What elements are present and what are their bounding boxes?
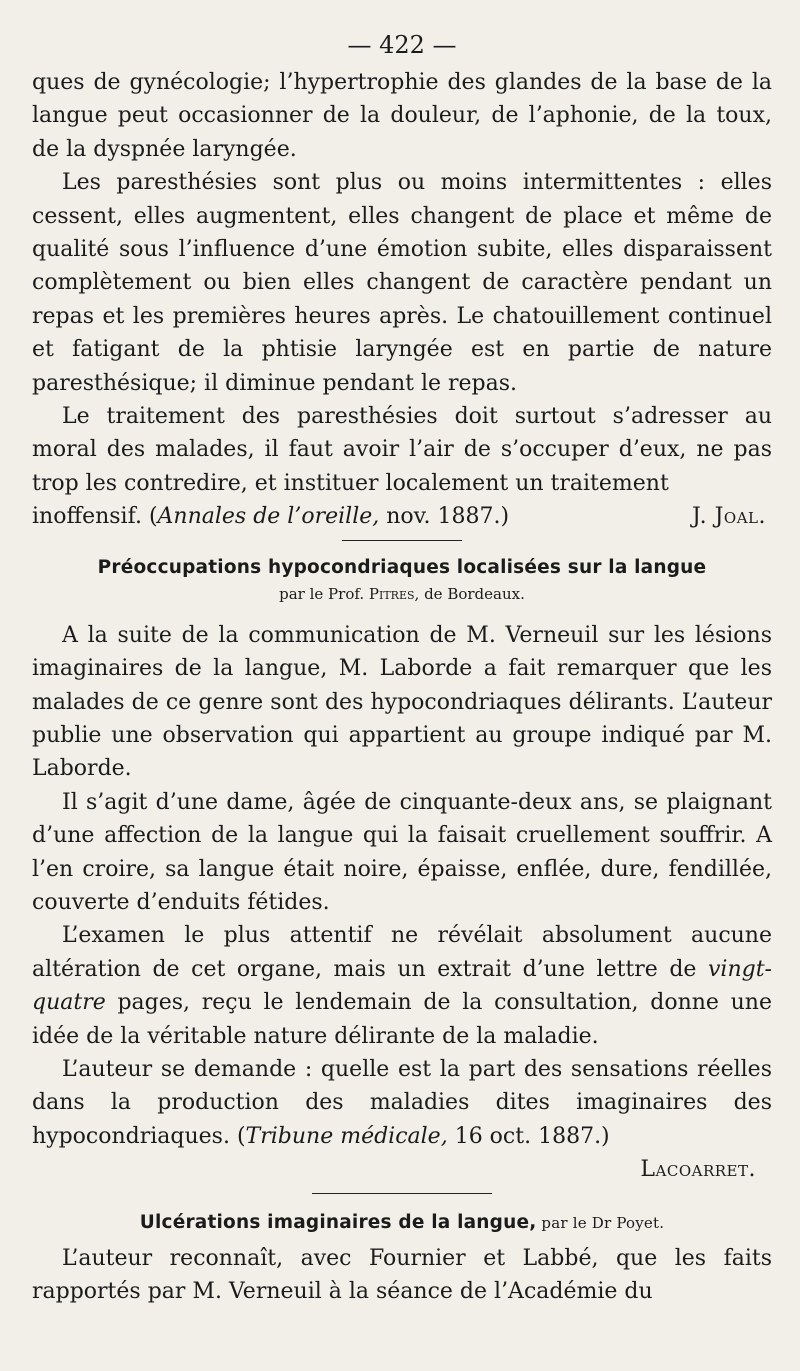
article2-paragraph-1: A la suite de la communication de M. Verneuil sur les lésions imaginaires de la langue, M. Laborde a fait remarquer que les malades de ce genre sont des hypocondriaques délirants. L’auteur publie une observation qui appartient au groupe indiqué par M. Laborde.	[32, 622, 772, 782]
article1-citation-line	[32, 500, 772, 533]
article3-paragraph-1: L’auteur reconnaît, avec Fournier et Labbé, que les faits rapportés par M. Verneuil à la séance de l’Académie du	[32, 1245, 772, 1304]
article2-paragraph-3	[32, 919, 772, 1053]
article3-title: Ulcérations imaginaires de la langue,	[139, 1211, 537, 1233]
citation-date: nov. 1887.)	[379, 504, 510, 530]
article2-byline	[32, 581, 772, 607]
article2-paragraph-2: Il s’agit d’une dame, âgée de cinquante-deux ans, se plaignant d’une affection de la langue qui la faisait cruellement souffrir. A l’en croire, sa langue était noire, épaisse, enflée, dure, fendillée, couverte d’enduits fétides.	[32, 789, 772, 915]
section-divider	[342, 540, 462, 541]
citation-journal: Tribune médicale,	[245, 1123, 448, 1149]
article1-citation	[32, 500, 509, 533]
citation-prefix: inoffensif. (	[32, 504, 158, 530]
page-number: — 422 —	[347, 31, 457, 59]
article1-paragraph-2: Les paresthésies sont plus ou moins intermittentes : elles cessent, elles augmentent, elles changent de place et même de qualité sous l’influence d’une émotion subite, elles disparaissent complètement ou bien elles changent de caractère pendant un repas et les premières heures après. Le chatouillement continuel et fatigant de la phtisie laryngée est en partie de nature paresthésique; il diminue pendant le repas.	[32, 170, 772, 396]
article1-paragraph-3: Le traitement des paresthésies doit surtout s’adresser au moral des malades, il faut avoir l’air de s’occuper d’eux, ne pas trop les contredire, et instituer localement un traitement	[32, 404, 772, 496]
article3-heading	[32, 1210, 772, 1236]
byline-suffix: , de Bordeaux.	[414, 584, 525, 603]
paragraph-text: L’auteur se demande : quelle est la part des sensations réelles dans la production des maladies dites imaginaires des hypocondriaques. (	[32, 1056, 772, 1149]
article3-byline: par le Dr Poyet.	[536, 1213, 665, 1232]
paragraph-emphasis: vingt-quatre	[32, 956, 772, 1016]
article1-signature: J. Joal.	[691, 504, 766, 530]
article2-paragraph-4	[32, 1053, 772, 1153]
paragraph-text: L’examen le plus attentif ne révélait absolument aucune altération de cet organe, mais un extrait d’une lettre de	[32, 923, 772, 982]
byline-prefix: par le Prof.	[279, 584, 369, 603]
section-divider	[312, 1193, 492, 1194]
paragraph-text: pages, reçu le lendemain de la consultation, donne une idée de la véritable nature délirante de la maladie.	[32, 990, 772, 1049]
article1-paragraph-1: ques de gynécologie; l’hypertrophie des glandes de la base de la langue peut occasionner de la douleur, de l’aphonie, de la toux, de la dyspnée laryngée.	[32, 70, 772, 162]
article2-signature: Lacoarret.	[640, 1157, 756, 1183]
citation-journal: Annales de l’oreille,	[157, 504, 380, 530]
article2-title: Préoccupations hypocondriaques localisées sur la langue	[97, 556, 707, 578]
citation-date: 16 oct. 1887.)	[447, 1123, 610, 1149]
article2-signature-line	[32, 1153, 772, 1186]
byline-author: Pitres	[368, 584, 415, 603]
page	[32, 28, 772, 1308]
